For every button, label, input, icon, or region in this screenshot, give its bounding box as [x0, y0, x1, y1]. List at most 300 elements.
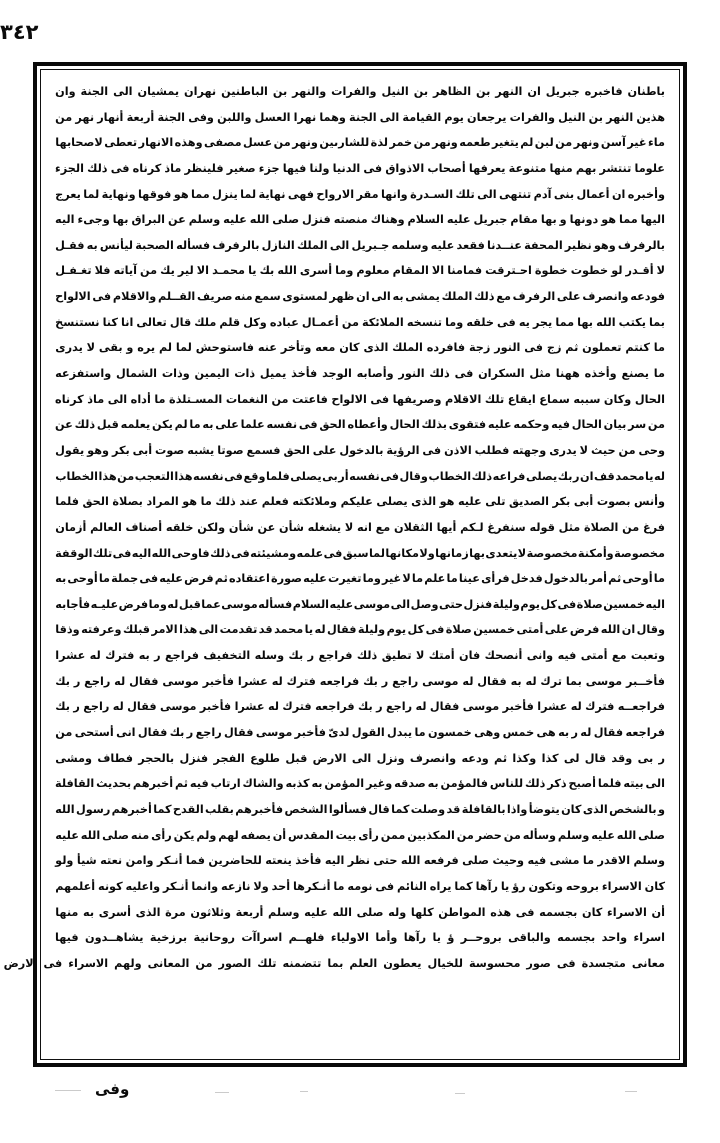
text-word: للشارٮين	[319, 136, 370, 150]
text-line	[55, 105, 665, 131]
text-word: الى	[198, 623, 219, 637]
text-word: وامن	[125, 854, 154, 868]
text-word: النور	[494, 341, 521, 355]
text-word: لا	[86, 341, 96, 355]
text-word: بما	[327, 956, 344, 970]
text-word: صلى	[638, 828, 665, 842]
text-word: كونه	[98, 879, 123, 893]
text-word: القافلة	[55, 777, 95, 791]
text-word: الصور	[218, 956, 252, 970]
text-line-content	[55, 669, 665, 695]
text-word: الاذن	[444, 443, 472, 457]
text-word: عن	[167, 213, 186, 227]
text-word: الذى	[135, 905, 161, 919]
text-word: ذلك	[87, 161, 108, 175]
text-word: الحق	[283, 443, 310, 457]
text-word: أزمان	[55, 520, 87, 534]
text-line-content	[55, 848, 665, 874]
text-word: بك	[357, 700, 373, 714]
text-word: وجىء	[77, 213, 110, 227]
text-word: ما	[411, 572, 424, 586]
text-word: أمتى	[516, 623, 544, 637]
text-word: قال	[368, 802, 390, 816]
text-word: ر	[154, 649, 161, 663]
text-word: لـكم	[460, 520, 484, 534]
text-line-content	[55, 925, 665, 951]
text-word: له	[653, 469, 665, 483]
text-word: وهو	[593, 238, 616, 252]
text-word: مثل	[558, 520, 581, 534]
arabic-text-block	[3, 70, 679, 1059]
text-word: ما	[653, 341, 665, 355]
text-word: به	[55, 572, 67, 586]
text-word: عليه	[55, 828, 79, 842]
text-word: أستحى	[74, 726, 114, 740]
text-line	[55, 387, 665, 413]
text-word: وأخذه	[584, 367, 617, 381]
text-word: فى	[422, 443, 442, 457]
text-word: أربعة	[126, 110, 155, 124]
text-line-content	[55, 694, 665, 720]
text-word: مقر	[356, 187, 379, 201]
text-word: يعلمه	[120, 418, 151, 432]
text-word: مثل	[529, 367, 551, 381]
text-word: الاسراء	[601, 879, 642, 893]
text-word: يمشى	[405, 290, 440, 304]
text-word: وهناك	[370, 213, 405, 227]
text-word: سبق	[342, 546, 369, 560]
text-word: يه	[518, 315, 530, 329]
text-word: له	[525, 674, 537, 688]
text-word: نفسه	[193, 469, 224, 483]
text-word: و	[658, 802, 665, 816]
text-word: وسلم	[188, 213, 221, 227]
text-word: الى	[390, 597, 411, 611]
text-word: وقد	[611, 751, 633, 765]
text-word: مكانها	[385, 546, 419, 560]
text-word: الى	[645, 777, 665, 791]
text-word: تلى	[485, 495, 506, 509]
text-word: بها	[540, 213, 557, 227]
text-word: ر	[376, 700, 383, 714]
text-word: فراعه	[492, 469, 526, 483]
text-word: بصلاة	[112, 495, 143, 509]
text-word: رآها	[475, 879, 498, 893]
text-word: يوم	[520, 597, 540, 611]
text-word: بالرفرف	[212, 238, 260, 252]
text-word: محمـد	[212, 264, 246, 278]
text-word: فرفعه	[423, 854, 459, 868]
text-word: فترك	[585, 700, 615, 714]
text-word: ان	[621, 623, 636, 637]
text-word: يميل	[259, 367, 287, 381]
text-word: وليلة	[492, 597, 520, 611]
text-word: أن	[272, 828, 287, 842]
text-word: آدم	[533, 187, 552, 201]
text-word: الاولياء	[330, 931, 369, 945]
text-frame-inner-rule	[3, 69, 680, 1060]
text-word: بيت	[335, 828, 357, 842]
text-word: تنتشر	[599, 161, 632, 175]
text-word: طلوع	[250, 751, 281, 765]
text-word: ما	[154, 392, 166, 406]
text-word: نهاية	[258, 187, 286, 201]
text-word: وذات	[161, 367, 190, 381]
text-word: فرض	[118, 597, 149, 611]
text-word: لى	[563, 751, 580, 765]
text-word: معانى	[631, 956, 665, 970]
text-word: أصحاب	[427, 161, 466, 175]
text-word: موسى	[221, 597, 258, 611]
text-word: أر	[338, 469, 349, 483]
text-word: رؤ	[512, 879, 526, 893]
text-word: أبى	[132, 443, 153, 457]
text-word: سنفرغ	[487, 520, 526, 534]
text-word: سر	[628, 418, 647, 432]
text-word: والاقلام	[112, 290, 157, 304]
text-word: كما	[454, 879, 473, 893]
text-word: بقلب	[205, 802, 234, 816]
text-word: فلما	[55, 495, 79, 509]
text-word: علما	[240, 418, 265, 432]
text-word: الباطنين	[221, 85, 268, 98]
text-word: خطوت	[570, 264, 609, 278]
text-word: ذلك	[474, 290, 495, 304]
text-word: تلك	[484, 392, 505, 406]
text-word: يوم	[386, 623, 407, 637]
text-word: عشرا	[234, 700, 265, 714]
text-word: عسل	[243, 136, 273, 150]
text-word: يرجعان	[467, 110, 507, 124]
text-word: عنــدنا	[486, 238, 522, 252]
text-word: عليه	[159, 572, 183, 586]
text-word: مخصوصة	[614, 546, 665, 560]
text-word: فترك	[282, 700, 312, 714]
text-line-content	[3, 951, 665, 977]
text-word: أعمـال	[301, 315, 339, 329]
text-word: معلوم	[356, 264, 390, 278]
text-word: فأخبر	[294, 726, 326, 740]
text-word: صلى	[356, 905, 384, 919]
text-word: هذا	[98, 469, 117, 483]
text-word: تعملون	[582, 341, 622, 355]
text-word: النغمات	[225, 392, 268, 406]
text-word: مع	[375, 520, 391, 534]
text-word: فى	[380, 469, 400, 483]
text-line	[55, 746, 665, 772]
text-line-content	[55, 515, 665, 541]
text-word: بكر	[111, 443, 130, 457]
text-word: يصنع	[621, 367, 650, 381]
text-word: فهى	[287, 187, 315, 201]
text-word: راجع	[195, 726, 222, 740]
text-line-content	[55, 105, 665, 131]
text-word: وغير	[366, 777, 393, 791]
text-word: الملك	[296, 238, 328, 252]
text-word: اعتقاده	[228, 572, 270, 586]
text-word: آياته	[113, 264, 137, 278]
text-word: وقال	[399, 469, 428, 483]
text-word: وذقا	[55, 623, 80, 637]
text-word: يصلى	[376, 495, 408, 509]
text-word: فيها	[55, 931, 79, 945]
text-word: بهم	[575, 161, 597, 175]
text-word: صلى	[462, 854, 490, 868]
text-word: ذلك	[215, 495, 236, 509]
text-word: صوت	[155, 443, 185, 457]
text-word: الله	[596, 315, 616, 329]
text-line	[55, 489, 665, 515]
text-word: مرة	[165, 905, 186, 919]
text-word: الفجر	[213, 751, 245, 765]
text-word: من	[647, 418, 665, 432]
text-word: صوتا	[217, 443, 244, 457]
text-word: موسى	[162, 674, 199, 688]
text-word: به	[86, 238, 98, 252]
text-word: فوقها	[137, 187, 172, 201]
text-word: عليه	[304, 905, 328, 919]
text-word: موسى	[353, 597, 391, 611]
text-word: وانها	[380, 187, 408, 201]
text-word: وأخبره	[627, 187, 665, 201]
text-word: بالحجر	[138, 751, 175, 765]
text-word: صور	[526, 956, 551, 970]
text-line-content	[55, 592, 665, 618]
text-word: وسأله	[522, 828, 557, 842]
text-line-content	[55, 387, 665, 413]
text-line	[55, 130, 665, 156]
text-word: لا	[579, 443, 589, 457]
text-word: كل	[540, 597, 557, 611]
text-word: أبى	[573, 495, 594, 509]
text-word: الى	[113, 85, 133, 98]
scan-speckle	[215, 1092, 229, 1093]
text-line-content	[55, 258, 665, 284]
text-word: أنصحك	[484, 649, 523, 663]
text-word: كذا	[541, 751, 559, 765]
text-word: منها	[55, 905, 79, 919]
text-word: الشمال	[115, 367, 158, 381]
text-word: للناس	[489, 777, 524, 791]
text-word: ما	[98, 572, 111, 586]
text-word: يقول	[55, 443, 85, 457]
text-word: احـترقت	[485, 264, 532, 278]
text-word: أعلمهم	[55, 879, 96, 893]
text-word: فسمع	[246, 443, 281, 457]
text-word: به	[427, 777, 439, 791]
text-line	[55, 207, 665, 233]
text-word: والفرات	[331, 85, 377, 98]
text-word: صلى	[102, 828, 129, 842]
text-word: وحكمه	[513, 418, 550, 432]
text-word: فأخبرهم	[235, 802, 284, 816]
text-word: راجع	[83, 700, 110, 714]
text-word: بى	[322, 469, 338, 483]
text-word: رآها	[403, 931, 427, 945]
text-word: ان	[356, 290, 370, 304]
text-word: على	[556, 290, 581, 304]
text-word: من	[55, 110, 73, 124]
text-word: وملائكته	[292, 495, 338, 509]
text-word: مع	[611, 649, 627, 663]
text-line	[55, 464, 665, 490]
text-word: فقال	[429, 700, 460, 714]
text-word: وهى	[474, 726, 501, 740]
text-word: بجسمه	[539, 905, 578, 919]
text-word: له	[167, 597, 179, 611]
text-word: وأما	[375, 931, 398, 945]
text-line-content	[55, 489, 665, 515]
text-line	[55, 361, 665, 387]
text-word: حيث	[590, 443, 616, 457]
text-word: معه	[315, 341, 336, 355]
text-word: ظهر	[329, 290, 355, 304]
scan-speckle	[55, 1090, 81, 1091]
text-word: لما	[83, 187, 100, 201]
text-word: ؤ	[447, 931, 455, 945]
text-word: خمسون	[428, 726, 472, 740]
text-word: الجنة	[349, 110, 377, 124]
text-word: ذات	[234, 367, 256, 381]
text-line-content	[55, 874, 665, 900]
text-word: لو	[611, 264, 623, 278]
text-word: وما	[362, 572, 381, 586]
text-word: الله	[332, 905, 353, 919]
text-word: واللبن	[217, 110, 252, 124]
text-word: ر	[573, 469, 580, 483]
text-word: منصته	[333, 213, 368, 227]
text-line	[55, 566, 665, 592]
text-word: فى	[224, 469, 243, 483]
text-word: بك	[288, 649, 304, 663]
text-word: راجع	[385, 700, 413, 714]
text-word: لبن	[534, 136, 554, 150]
text-word: أنـكر	[156, 854, 183, 868]
text-word: خمسين	[473, 623, 516, 637]
text-word: له	[267, 700, 279, 714]
text-word: وأصابه	[356, 367, 394, 381]
text-word: ولا	[419, 546, 435, 560]
text-word: سببه	[573, 392, 601, 406]
text-word: فاستوحش	[195, 341, 255, 355]
text-word: بى	[637, 751, 654, 765]
text-word: برزخية	[149, 931, 188, 945]
text-word: قوله	[529, 520, 555, 534]
text-word: ماذ	[164, 161, 182, 175]
text-word: فى	[110, 161, 130, 175]
text-word: بكر	[552, 495, 571, 509]
text-word: الانهار	[138, 136, 174, 150]
text-word: انا	[121, 315, 134, 329]
text-word: يك	[160, 264, 175, 278]
text-word: أحد	[271, 879, 291, 893]
text-word: بن	[588, 110, 603, 124]
text-word: عن	[257, 520, 276, 534]
text-word: حتى	[438, 597, 464, 611]
text-word: فقال	[224, 726, 254, 740]
text-word: جبريل	[545, 85, 580, 98]
text-word: فافرده	[426, 341, 466, 355]
text-word: من	[273, 136, 291, 150]
text-word: كرناه	[55, 392, 84, 406]
text-word: القول	[351, 726, 385, 740]
text-word: فلما	[597, 777, 622, 791]
text-word: والباقى	[508, 931, 551, 945]
text-word: فقال	[593, 726, 624, 740]
text-word: به	[510, 674, 522, 688]
text-word: بك	[259, 264, 275, 278]
text-word: رأى	[358, 828, 379, 842]
text-word: أمر	[589, 572, 607, 586]
text-word: الشخص	[284, 802, 328, 816]
text-word: الله	[600, 623, 621, 637]
text-word: اليها	[640, 213, 665, 227]
text-word: فى	[454, 367, 474, 381]
text-word: صلى	[272, 213, 300, 227]
text-word: تلك	[92, 546, 113, 560]
text-word: فراجعه	[625, 726, 665, 740]
text-word: موسى	[462, 700, 500, 714]
text-word: فيه	[551, 418, 570, 432]
text-word: ولهم	[114, 956, 142, 970]
text-word: أوحى	[622, 572, 653, 586]
text-word: له	[580, 726, 592, 740]
text-word: جملة	[111, 572, 139, 586]
text-word: أصناف	[125, 520, 163, 534]
text-word: مما	[191, 187, 210, 201]
text-word: وقال	[636, 623, 665, 637]
text-word: فرض	[569, 623, 600, 637]
text-word: ثم	[174, 777, 189, 791]
text-word: لا	[656, 264, 665, 278]
text-word: فى	[43, 956, 63, 970]
text-word: ولو	[55, 854, 74, 868]
text-word: به	[138, 649, 150, 663]
text-line	[55, 617, 665, 643]
text-word: من	[618, 443, 636, 457]
catchword	[95, 1082, 720, 1097]
text-line	[55, 515, 665, 541]
text-word: من	[456, 828, 474, 842]
text-line	[55, 156, 665, 182]
text-word: الالواح	[55, 290, 91, 304]
text-word: ولم	[196, 828, 217, 842]
text-word: بذلك	[421, 418, 447, 432]
text-word: مما	[619, 213, 638, 227]
text-word: ذلك	[74, 418, 96, 432]
text-word: رسول	[75, 802, 111, 816]
text-word: ثم	[494, 751, 508, 765]
text-word: شأن	[228, 520, 254, 534]
text-word: عليه	[591, 828, 615, 842]
text-word: وهذه	[174, 136, 203, 150]
text-word: زج	[546, 341, 562, 355]
text-word: ودعه	[461, 751, 489, 765]
text-word: الجنة	[80, 85, 109, 98]
text-word: ان	[580, 469, 594, 483]
text-word: فأخذ	[295, 854, 322, 868]
text-word: خمسين	[603, 597, 646, 611]
text-word: النائم	[396, 879, 427, 893]
text-word: بالقافلة	[461, 802, 506, 816]
text-word: كما	[391, 802, 410, 816]
text-word: عليه	[457, 495, 482, 509]
text-word: من	[413, 136, 431, 150]
text-word: آسن	[600, 136, 626, 150]
text-word: ما	[189, 418, 201, 432]
text-word: بنى	[553, 187, 575, 201]
text-word: ومشى	[55, 751, 92, 765]
